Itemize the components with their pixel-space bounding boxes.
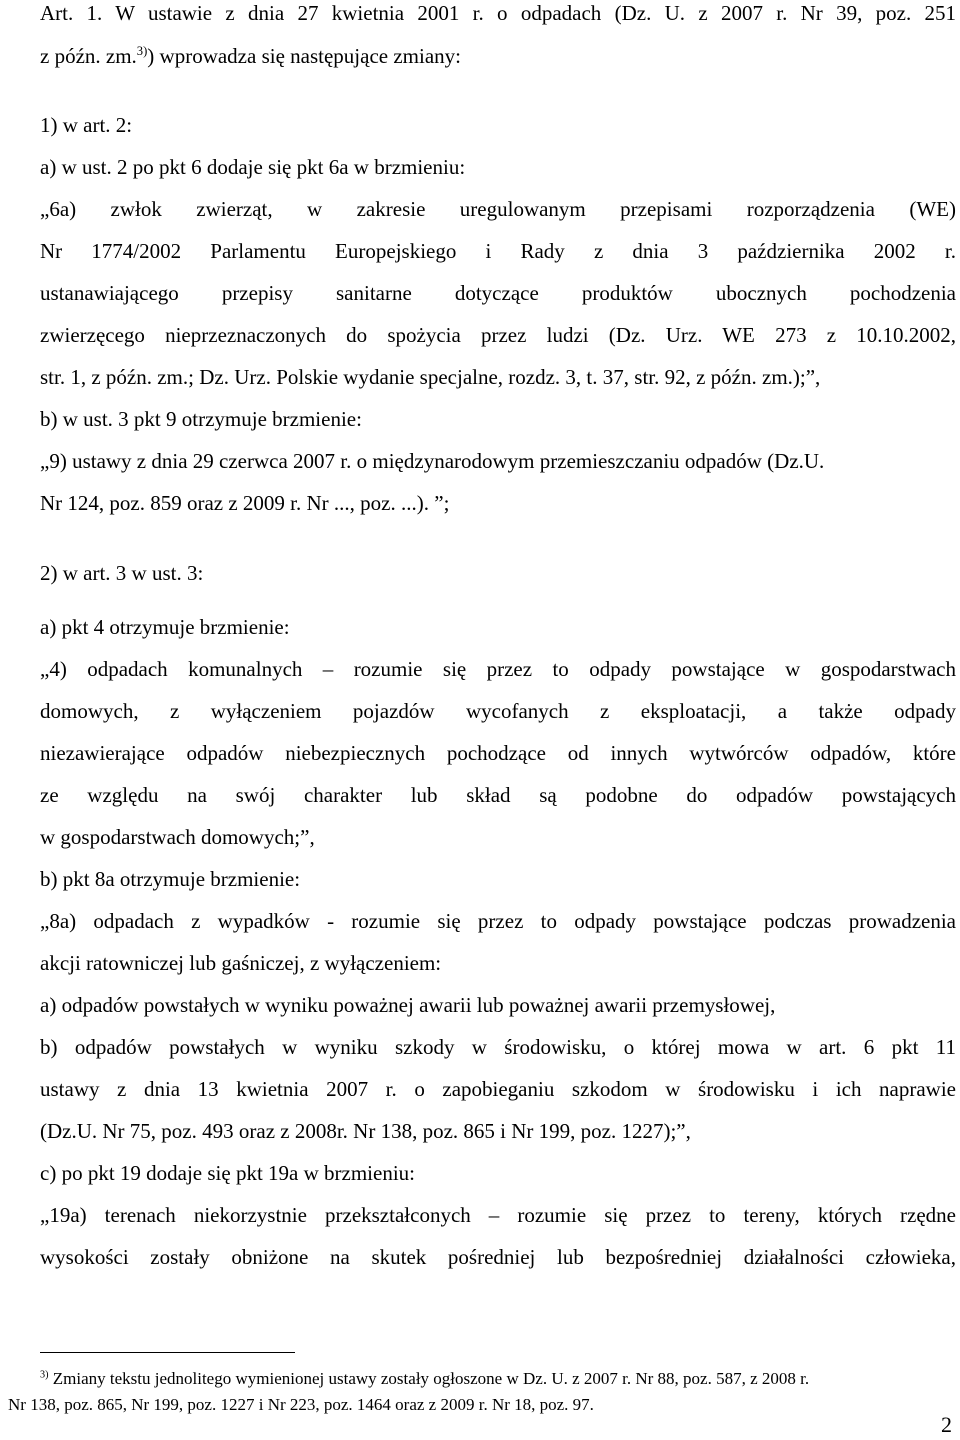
quoted-text-line: zwierzęcego nieprzeznaczonych do spożycia przez ludzi (Dz. Urz. WE 273 z 10.10.2002,: [40, 323, 956, 347]
sub-item-a: a) odpadów powstałych w wyniku poważnej awarii lub poważnej awarii przemysłowej,: [40, 993, 776, 1017]
article-heading-line-2: [40, 43, 956, 69]
quoted-text-line: domowych, z wyłączeniem pojazdów wycofanych z eksploatacji, a także odpady: [40, 699, 956, 723]
quoted-text-line: „6a) zwłok zwierząt, w zakresie uregulowanym przepisami rozporządzenia (WE): [40, 197, 956, 221]
quoted-text-line: „4) odpadach komunalnych – rozumie się przez to odpady powstające w gospodarstwach: [40, 657, 956, 681]
footnote-marker: 3): [40, 1369, 49, 1381]
quoted-text-line: „8a) odpadach z wypadków - rozumie się przez to odpady powstające podczas prowadzenia: [40, 909, 956, 933]
quoted-text-line: ustanawiającego przepisy sanitarne dotyczące produktów ubocznych pochodzenia: [40, 281, 956, 305]
text-fragment: ) wprowadza się następujące zmiany:: [147, 44, 461, 68]
sub-item-b: b) odpadów powstałych w wyniku szkody w środowisku, o której mowa w art. 6 pkt 11: [40, 1035, 956, 1059]
item-c: c) po pkt 19 dodaje się pkt 19a w brzmieniu:: [40, 1161, 415, 1185]
quoted-text-line: niezawierające odpadów niebezpiecznych pochodzące od innych wytwórców odpadów, które: [40, 741, 956, 765]
point-1: 1) w art. 2:: [40, 113, 133, 137]
article-heading-line: Art. 1. W ustawie z dnia 27 kwietnia 2001 r. o odpadach (Dz. U. z 2007 r. Nr 39, poz. 251: [40, 1, 956, 25]
footnote-line-2: Nr 138, poz. 865, Nr 199, poz. 1227 i Nr 223, poz. 1464 oraz z 2009 r. Nr 18, poz. 97.: [8, 1395, 594, 1414]
quoted-text-line: „19a) terenach niekorzystnie przekształconych – rozumie się przez to tereny, których rzędne: [40, 1203, 956, 1227]
quoted-text-line: Nr 124, poz. 859 oraz z 2009 r. Nr ..., poz. ...). ”;: [40, 491, 450, 515]
footnote-reference[interactable]: 3): [136, 44, 148, 58]
quoted-text-line: ustawy z dnia 13 kwietnia 2007 r. o zapobieganiu szkodom w środowisku i ich naprawie: [40, 1077, 956, 1101]
page-number: 2: [941, 1412, 952, 1437]
point-2: 2) w art. 3 w ust. 3:: [40, 561, 204, 585]
text-fragment: z późn. zm.: [40, 44, 137, 68]
quoted-text-line: w gospodarstwach domowych;”,: [40, 825, 315, 849]
item-b: b) w ust. 3 pkt 9 otrzymuje brzmienie:: [40, 407, 362, 431]
item-a: a) pkt 4 otrzymuje brzmienie:: [40, 615, 290, 639]
quoted-text-line: wysokości zostały obniżone na skutek pośredniej lub bezpośredniej działalności człowieka,: [40, 1245, 956, 1269]
item-b: b) pkt 8a otrzymuje brzmienie:: [40, 867, 301, 891]
quoted-text-line: Nr 1774/2002 Parlamentu Europejskiego i Rady z dnia 3 października 2002 r.: [40, 239, 956, 263]
quoted-text-line: str. 1, z późn. zm.; Dz. Urz. Polskie wydanie specjalne, rozdz. 3, t. 37, str. 92, z późn. zm.);”,: [40, 365, 821, 389]
footnote-line-1: [40, 1368, 930, 1390]
quoted-text-line: akcji ratowniczej lub gaśniczej, z wyłączeniem:: [40, 951, 442, 975]
item-a: a) w ust. 2 po pkt 6 dodaje się pkt 6a w brzmieniu:: [40, 155, 466, 179]
footnote-separator: [40, 1352, 295, 1353]
footnote-text: Zmiany tekstu jednolitego wymienionej ustawy zostały ogłoszone w Dz. U. z 2007 r. Nr 88, poz. 587, z 2008 r.: [48, 1369, 810, 1388]
quoted-text-line: ze względu na swój charakter lub skład są podobne do odpadów powstających: [40, 783, 956, 807]
quoted-text-line: „9) ustawy z dnia 29 czerwca 2007 r. o międzynarodowym przemieszczaniu odpadów (Dz.U.: [40, 449, 825, 473]
quoted-text-line: (Dz.U. Nr 75, poz. 493 oraz z 2008r. Nr 138, poz. 865 i Nr 199, poz. 1227);”,: [40, 1119, 691, 1143]
